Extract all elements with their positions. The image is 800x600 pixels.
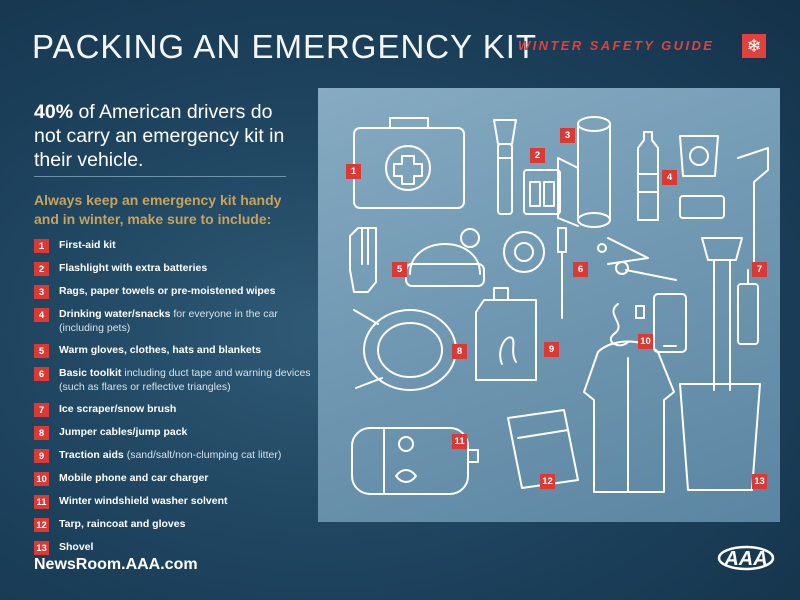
list-item (34, 517, 314, 532)
gloves-icon (350, 228, 376, 292)
duct-tape-icon (504, 232, 544, 272)
flashlight-icon (494, 120, 516, 214)
wrench-icon (616, 262, 676, 280)
page-title: PACKING AN EMERGENCY KIT (32, 28, 538, 65)
illustration-panel (318, 88, 780, 522)
winter-hat-icon (406, 229, 484, 286)
aaa-logo-icon (716, 540, 776, 576)
item-title: Ice scraper/snow brush (59, 403, 177, 415)
phone-icon (654, 294, 686, 352)
snack-bag-icon (680, 136, 718, 176)
item-title: Flashlight with extra batteries (59, 262, 208, 274)
cat-litter-jug-icon (476, 288, 536, 380)
guide-label: WINTER SAFETY GUIDE (518, 38, 715, 53)
list-item (34, 261, 314, 276)
first-aid-kit-icon (354, 118, 464, 208)
item-title: Traction aids (59, 449, 124, 461)
item-number: 9 (34, 449, 49, 463)
battery-icon (524, 170, 560, 214)
item-list (34, 238, 314, 563)
list-item (34, 425, 314, 440)
item-number: 12 (34, 518, 49, 532)
item-number: 6 (34, 367, 49, 381)
item-number: 3 (34, 285, 49, 299)
item-detail: (sand/salt/non-clumping cat litter) (123, 449, 282, 461)
water-bottle-icon (638, 132, 658, 220)
item-number: 4 (34, 308, 49, 322)
item-number: 2 (34, 262, 49, 276)
tag-7: 7 (752, 262, 767, 277)
item-number: 10 (34, 472, 49, 486)
raincoat-icon (584, 342, 674, 493)
stat-body: of American drivers do not carry an emergency kit in their vehicle. (34, 101, 285, 171)
aaa-logo-text: AAA (724, 548, 768, 570)
tag-10: 10 (638, 334, 653, 349)
tag-9: 9 (544, 342, 559, 357)
item-number: 11 (34, 495, 49, 509)
item-number: 5 (34, 344, 49, 358)
snow-brush-icon (738, 270, 758, 344)
tag-13: 13 (752, 474, 767, 489)
item-title: Basic toolkit (59, 367, 122, 379)
tag-3: 3 (560, 128, 575, 143)
tag-4: 4 (662, 170, 677, 185)
list-item (34, 343, 314, 358)
item-title: Mobile phone and car charger (59, 472, 209, 484)
jumper-cables-icon (354, 310, 456, 390)
stat-percent: 40% (34, 101, 74, 123)
site-link[interactable]: NewsRoom.AAA.com (34, 556, 198, 573)
tag-6: 6 (573, 262, 588, 277)
list-item (34, 366, 314, 394)
divider (34, 176, 286, 177)
stat-text (34, 100, 294, 172)
item-title: Rags, paper towels or pre-moistened wipes (59, 285, 276, 297)
item-title: Winter windshield washer solvent (59, 495, 228, 507)
list-item (34, 307, 314, 335)
tag-8: 8 (452, 344, 467, 359)
snowflake-icon: ❄ (742, 34, 766, 58)
list-item (34, 402, 314, 417)
item-title: Jumper cables/jump pack (59, 426, 188, 438)
item-detail: for everyone in the car (including pets) (59, 308, 278, 334)
item-number: 1 (34, 239, 49, 253)
list-item (34, 494, 314, 509)
pliers-icon (598, 238, 648, 264)
item-title: Drinking water/snacks (59, 308, 171, 320)
item-title: Tarp, raincoat and gloves (59, 518, 186, 530)
item-number: 7 (34, 403, 49, 417)
item-title: First-aid kit (59, 239, 116, 251)
item-number: 8 (34, 426, 49, 440)
item-title: Shovel (59, 541, 94, 553)
item-detail: including duct tape and warning devices (such as flares or reflective triangles) (59, 367, 311, 393)
screwdriver-icon (558, 228, 566, 318)
snack-bar-icon (680, 196, 724, 218)
tag-5: 5 (392, 262, 407, 277)
list-item (34, 471, 314, 486)
intro-text: Always keep an emergency kit handy and in winter, make sure to include: (34, 192, 282, 227)
tag-2: 2 (530, 148, 545, 163)
item-number: 13 (34, 541, 49, 555)
tag-11: 11 (452, 434, 467, 449)
tag-1: 1 (346, 164, 361, 179)
list-item (34, 238, 314, 253)
list-item (34, 448, 314, 463)
list-item (34, 540, 314, 555)
ice-scraper-icon (738, 148, 768, 274)
item-title: Warm gloves, clothes, hats and blankets (59, 344, 262, 356)
list-item (34, 284, 314, 299)
tag-12: 12 (540, 474, 555, 489)
